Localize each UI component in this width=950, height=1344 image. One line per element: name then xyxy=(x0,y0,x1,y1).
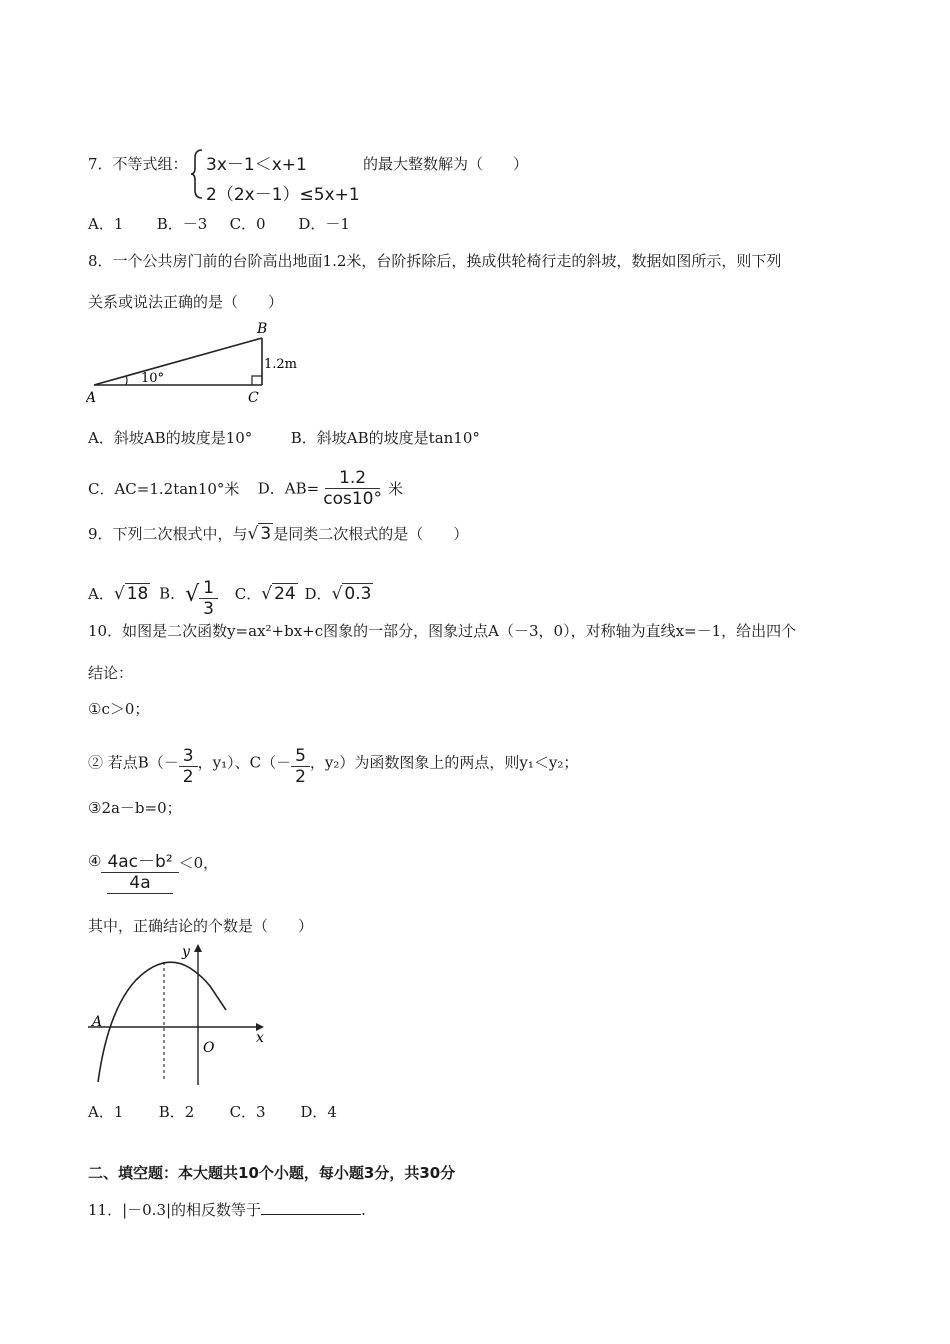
q11-answer-blank[interactable] xyxy=(261,1200,361,1215)
q10-option-d[interactable]: D．4 xyxy=(300,1103,337,1121)
q7-inequality-1: 3x－1＜x+1 xyxy=(206,155,307,175)
q10-c2-fraction-2: $\frac{5}{2}$ xyxy=(291,746,310,787)
q8-option-a[interactable]: A．斜坡AB的坡度是10° xyxy=(88,429,253,447)
q10-option-a[interactable]: A．1 xyxy=(88,1103,124,1121)
q9-option-d[interactable]: D．√ 0.3 xyxy=(304,583,372,604)
q9-stem-pre: 9．下列二次根式中，与 xyxy=(88,525,248,543)
q8-figure-label-a: A xyxy=(86,390,97,406)
q10-question: 其中，正确结论的个数是（ ） xyxy=(88,917,314,935)
q10-figure-label-x: x xyxy=(256,1030,264,1046)
q9-option-b-fraction: $\frac{1}{3}$ xyxy=(199,578,218,619)
q11-end: . xyxy=(361,1201,366,1219)
q9-option-b[interactable]: B．√ $\frac{1}{3}$ xyxy=(159,570,218,619)
q7-option-d[interactable]: D．－1 xyxy=(298,215,350,233)
q8-option-d-unit: 米 xyxy=(387,479,403,498)
q8-options-row1 xyxy=(88,427,480,448)
q7-stem: 7．不等式组： xyxy=(88,155,188,173)
q10-options xyxy=(88,1101,337,1122)
q9-stem-post: 是同类二次根式的是（ ） xyxy=(273,525,469,543)
q10-conclusion-4: ④ $\frac{\text{4ac－b²}}{4a}$ ＜0， xyxy=(88,852,219,893)
q8-stem-line2: 关系或说法正确的是（ ） xyxy=(88,293,284,311)
q8-option-d-prefix: D．AB= xyxy=(257,479,320,498)
q10-option-c[interactable]: C．3 xyxy=(229,1103,266,1121)
q7-option-c[interactable]: C．0 xyxy=(229,215,266,233)
q10-conclusion-3: ③2a－b=0； xyxy=(88,799,182,817)
q8-figure-label-b: B xyxy=(257,321,268,337)
q9-option-d-radicand: 0.3 xyxy=(344,583,372,604)
q10-conclusion-1: ①c＞0； xyxy=(88,700,150,718)
q8-option-d-numerator: 1.2 xyxy=(325,468,380,489)
q7-option-a[interactable]: A．1 xyxy=(88,215,124,233)
q8-option-d-fraction xyxy=(319,468,386,509)
q10-conclusion-2: ② 若点B（－ $\frac{3}{2}$ ，y₁）、C（－ $\frac{5}{2}$ ，y₂）为函数图象上的两点，则y₁＜y₂； xyxy=(88,746,579,787)
q9-option-c[interactable]: C．√ 24 xyxy=(234,583,296,604)
q10-figure-label-a: A xyxy=(92,1014,103,1030)
q9-options xyxy=(88,570,373,619)
q7-system-brace xyxy=(190,148,204,204)
q10-figure-parabola xyxy=(86,940,271,1092)
q8-figure-angle: 10° xyxy=(141,371,165,386)
section2-heading: 二、填空题：本大题共10个小题，每小题3分，共30分 xyxy=(88,1164,456,1182)
q7-stem-tail: 的最大整数解为（ ） xyxy=(363,155,529,173)
q10-stem-line2: 结论： xyxy=(88,664,134,682)
q9-option-c-radicand: 24 xyxy=(274,583,296,604)
q8-figure-slope xyxy=(86,318,301,410)
q8-option-c[interactable]: C．AC=1.2tan10°米 xyxy=(88,479,240,498)
q11-stem: 11．|－0.3|的相反数等于 xyxy=(88,1201,262,1219)
q7-inequality-2: 2（2x－1）≤5x+1 xyxy=(206,185,360,205)
q10-option-b[interactable]: B．2 xyxy=(158,1103,195,1121)
q10-c2-fraction-1: $\frac{3}{2}$ xyxy=(179,746,198,787)
q9-stem xyxy=(88,523,468,544)
q8-figure-label-c: C xyxy=(248,390,259,406)
q9-stem-radical: √ 3 xyxy=(247,524,272,544)
q8-option-d-denominator: cos10° xyxy=(323,489,382,509)
q9-option-a[interactable]: A．√ 18 xyxy=(88,583,149,604)
q10-stem-line1: 10．如图是二次函数y=ax²+bx+c图象的一部分，图象过点A（－3，0），对称轴为直线x=－1，给出四个 xyxy=(88,622,797,640)
q8-stem-line1: 8．一个公共房门前的台阶高出地面1.2米，台阶拆除后，换成供轮椅行走的斜坡，数据如图所示，则下列 xyxy=(88,252,782,270)
q7-options xyxy=(88,213,350,234)
q10-figure-label-y: y xyxy=(182,944,190,960)
q8-options-row2 xyxy=(88,470,403,509)
q11 xyxy=(88,1199,366,1220)
q8-option-d[interactable] xyxy=(258,470,403,509)
q10-c4-fraction: $\frac{\text{4ac－b²}}{4a}$ xyxy=(101,852,178,894)
q8-option-b[interactable]: B．斜坡AB的坡度是tan10° xyxy=(290,429,480,447)
q8-figure-height: 1.2m xyxy=(264,357,298,372)
q10-figure-label-o: O xyxy=(203,1040,215,1056)
q7-option-b[interactable]: B．－3 xyxy=(156,215,208,233)
q9-option-a-radicand: 18 xyxy=(126,583,149,604)
